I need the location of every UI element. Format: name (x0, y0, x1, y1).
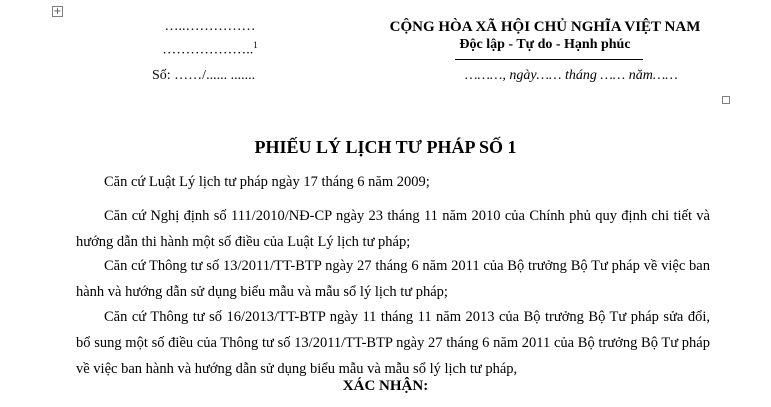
motto-underline (455, 59, 643, 60)
legal-basis-paragraph: Căn cứ Luật Lý lịch tư pháp ngày 17 tháng 6 năm 2009; (104, 174, 430, 190)
issuer-name-line (135, 36, 285, 60)
confirmation-heading: XÁC NHẬN: (342, 378, 429, 394)
legal-basis-paragraph: Căn cứ Thông tư số 16/2013/TT-BTP ngày 11 tháng 11 năm 2013 của Bộ trưởng Bộ Tư pháp sửa đổi, bổ sung một số điều của Thông tư số 13/2011/TT-BTP ngày 27 tháng 6 năm 2011 của Bộ trưởng Bộ Tư pháp về việc ban hành và hướng dẫn sử dụng biểu mẫu và mẫu sổ lý lịch tư pháp, (76, 309, 710, 377)
country-name: CỘNG HÒA XÃ HỘI CHỦ NGHĨA VIỆT NAM (389, 19, 701, 35)
footnote-marker: 1 (253, 40, 258, 50)
document-date-line: ………, ngày…… tháng …… năm…… (465, 68, 678, 83)
agency-name-placeholder: …..…………… (164, 19, 256, 34)
issuing-agency-block (135, 18, 285, 60)
document-title: PHIẾU LÝ LỊCH TƯ PHÁP SỐ 1 (254, 137, 517, 157)
table-resize-handle-icon[interactable] (722, 96, 730, 104)
legal-basis-paragraph: Căn cứ Thông tư số 13/2011/TT-BTP ngày 27 tháng 6 năm 2011 của Bộ trưởng Bộ Tư pháp về việc ban hành và hướng dẫn sử dụng biểu mẫu và mẫu sổ lý lịch tư pháp; (76, 258, 710, 300)
national-header (370, 18, 720, 54)
table-move-handle-icon[interactable]: + (53, 6, 62, 17)
issuer-name-placeholder: ……………….. (162, 42, 254, 58)
national-motto: Độc lập - Tự do - Hạnh phúc (459, 37, 631, 52)
legal-basis-paragraph: Căn cứ Nghị định số 111/2010/NĐ-CP ngày 23 tháng 11 năm 2010 của Chính phủ quy định chi tiết và hướng dẫn thi hành một số điều của Luật Lý lịch tư pháp; (76, 208, 710, 250)
document-number: Số: ……/...... ....... (152, 68, 256, 83)
